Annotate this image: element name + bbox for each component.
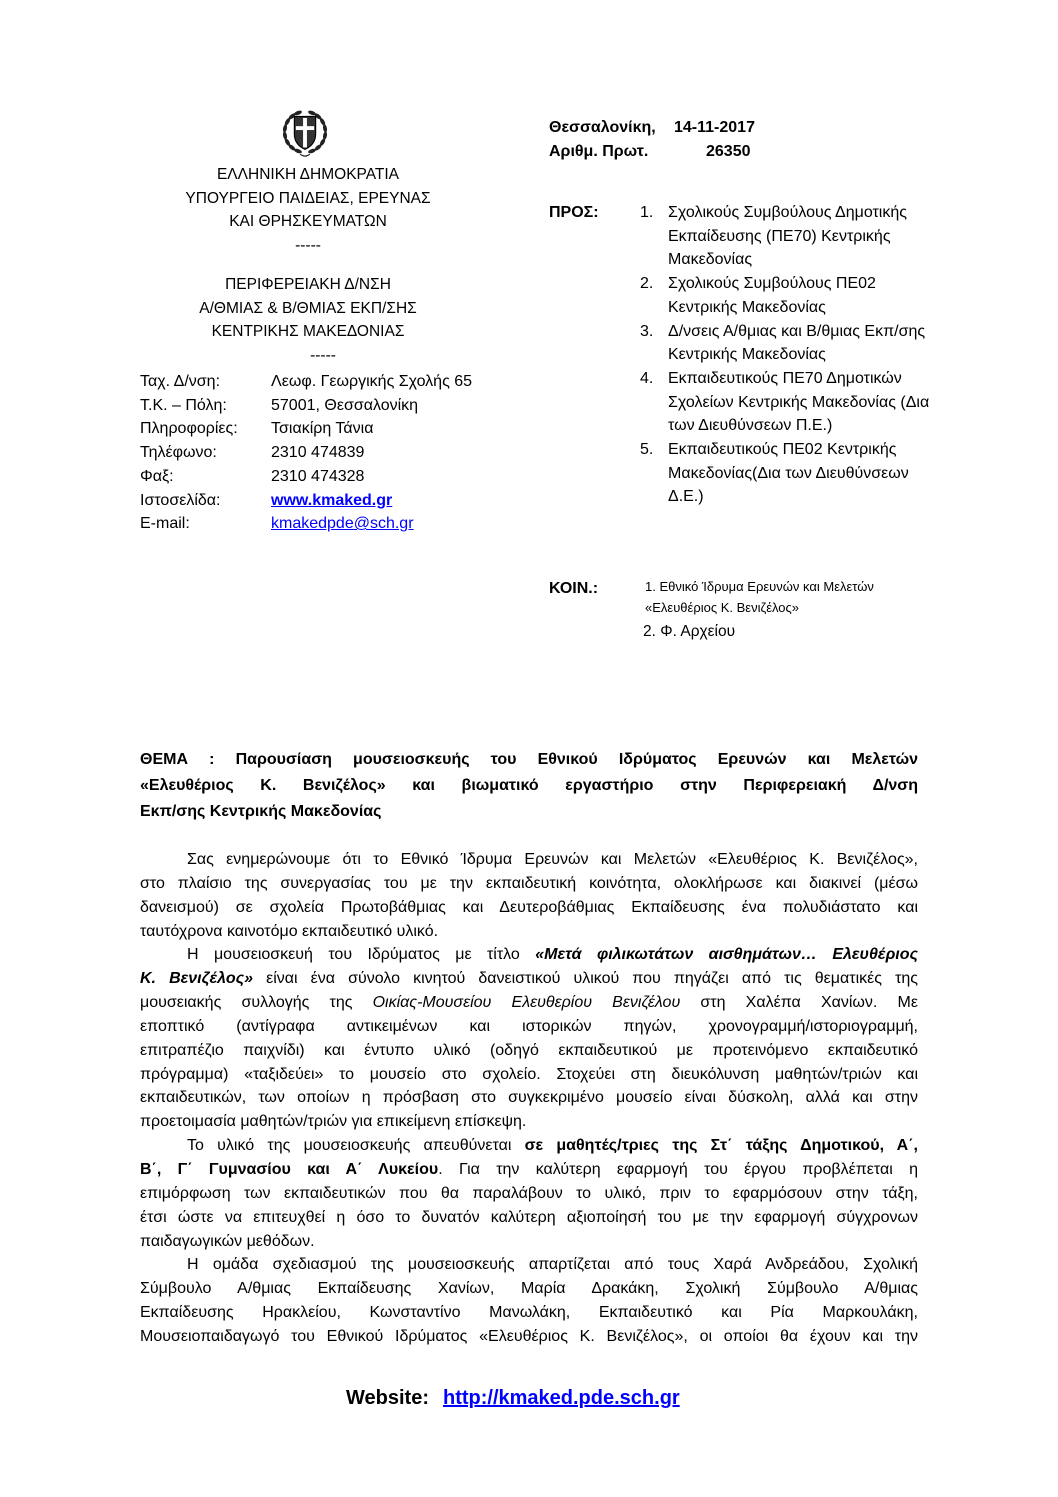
paragraph (140, 1253, 918, 1348)
country-name: ΕΛΛΗΝΙΚΗ ΔΗΜΟΚΡΑΤΙΑ (216, 166, 400, 183)
contact-row-website (140, 489, 472, 513)
contact-row-email (140, 512, 472, 536)
text-run: παιδαγωγικών μεθόδων. (140, 1232, 315, 1250)
recipient-line: Μακεδονίας (668, 251, 753, 269)
paragraph-line (140, 1182, 918, 1206)
paragraph-line (140, 967, 918, 991)
cc-item-line: «Ελευθέριος Κ. Βενιζέλος» (645, 600, 800, 615)
recipient-item (640, 201, 980, 272)
paragraph (140, 848, 918, 943)
text-run: πρόγραμμα) «ταξιδεύει» το μουσείο στο σχολείο. Στοχεύει στη διευκόλυνση μαθητών/τριών και (140, 1065, 918, 1083)
paragraph-line (140, 1253, 918, 1277)
paragraph-line (140, 991, 918, 1015)
separator-dashes: ----- (310, 347, 336, 365)
contact-value: 57001, Θεσσαλονίκη (271, 396, 419, 414)
paragraph-line (140, 943, 918, 967)
text-run: σε μαθητές/τριες της Στ΄ τάξης Δημοτικού, Α΄, (524, 1137, 918, 1155)
subject-line: ΘΕΜΑ : Παρουσίαση μουσειοσκευής του Εθνικού Ιδρύματος Ερευνών και Μελετών (140, 751, 918, 768)
subject-line: Εκπ/σης Κεντρικής Μακεδονίας (140, 803, 382, 820)
paragraph-line (140, 1086, 918, 1110)
recipients-label: ΠΡΟΣ: (549, 204, 599, 221)
recipient-number: 2. (640, 275, 654, 293)
paragraph-line (140, 920, 918, 944)
contact-label: Ιστοσελίδα: (140, 491, 221, 509)
recipient-line: Εκπαιδευτικούς ΠΕ70 Δημοτικών (668, 369, 902, 387)
protocol-label: Αριθμ. Πρωτ. (549, 143, 649, 160)
letter-body (140, 848, 918, 1349)
paragraph-line (140, 1110, 918, 1134)
text-run: Μουσειοπαιδαγωγό του Εθνικού Ιδρύματος «Ελευθέριος Κ. Βενιζέλος», οι οποίοι θα έχουν και την (140, 1327, 918, 1345)
recipient-number: 1. (640, 204, 654, 221)
text-run: ταυτόχρονα καινοτόμο εκπαιδευτικό υλικό. (140, 922, 439, 940)
directorate-name-line3: ΚΕΝΤΡΙΚΗΣ ΜΑΚΕΔΟΝΙΑΣ (211, 323, 405, 341)
recipient-line: Κεντρικής Μακεδονίας (668, 298, 826, 316)
text-run: Η ομάδα σχεδιασμού της μουσειοσκευής απαρτίζεται από τους Χαρά Ανδρεάδου, Σχολική (187, 1256, 918, 1274)
contact-row-information (140, 417, 472, 441)
contact-label: Ταχ. Δ/νση: (140, 373, 221, 390)
recipient-item (640, 438, 980, 509)
subject-line: «Ελευθέριος Κ. Βενιζέλος» και βιωματικό εργαστήριο στην Περιφερειακή Δ/νση (140, 777, 918, 794)
text-run: είναι ένα σύνολο κινητού δανειστικού υλικού που πηγάζει από τις θεματικές της (253, 970, 918, 988)
recipient-text (668, 272, 876, 319)
text-run: μουσειακής συλλογής της (140, 994, 373, 1012)
paragraph-line (140, 1301, 918, 1325)
contact-label: Πληροφορίες: (140, 420, 238, 438)
directorate-name-line2: Α/ΘΜΙΑΣ & Β/ΘΜΙΑΣ ΕΚΠ/ΣΗΣ (199, 299, 417, 317)
recipient-number: 5. (640, 441, 654, 459)
paragraph-line (140, 1015, 918, 1039)
text-run: Η μουσειοσκευή του Ιδρύματος με τίτλο (187, 946, 536, 964)
paragraph (140, 1134, 918, 1253)
text-run: εκπαιδευτικών, των οποίων η πρόσβαση στο συγκεκριμένο μουσείο είναι δύσκολη, αλλά και στην (140, 1089, 918, 1107)
paragraph-line (140, 872, 918, 896)
recipient-line: Εκπαιδευτικούς ΠΕ02 Κεντρικής (668, 441, 897, 459)
paragraph-line (140, 1134, 918, 1158)
contact-row-address (140, 370, 472, 394)
recipient-line: Κεντρικής Μακεδονίας (668, 346, 826, 364)
text-run: στη Χαλέπα Χανίων. Με (680, 994, 918, 1012)
footer-label: Website: (346, 1387, 429, 1409)
paragraph-line (140, 1063, 918, 1087)
subject-block (140, 747, 918, 825)
text-run: Σύμβουλο Α/θμιας Εκπαίδευσης Χανίων, Μαρία Δρακάκη, Σχολική Σύμβουλο Α/θμιας (140, 1280, 918, 1298)
text-run: δανεισμού) σε σχολεία Πρωτοβάθμιας και Δευτεροβάθμιας Εκπαίδευσης ένα πολυδιάστατο και (140, 898, 918, 916)
issuer-directorate-block (158, 273, 458, 368)
email-link[interactable]: kmakedpde@sch.gr (271, 515, 414, 533)
paragraph (140, 943, 918, 1134)
recipient-text (668, 320, 925, 367)
text-run: στο πλαίσιο της συνεργασίας του με την εκπαιδευτική κοινότητα, ολοκλήρωσε και διακινεί (μέσω (140, 874, 918, 892)
text-run: επιτραπέζιο παιχνίδι) και έντυπο υλικό (οδηγό εκπαιδευτικού με προτεινόμενο εκπαιδευτικό (140, 1041, 918, 1059)
paragraph-line (140, 1206, 918, 1230)
text-run: εποπτικό (αντίγραφα αντικειμένων και ιστορικών πηγών, χρονογραμμή/ιστοριογραμμή, (140, 1017, 918, 1035)
contact-label: Τηλέφωνο: (140, 444, 217, 462)
recipient-line: των Διευθύνσεων Π.Ε.) (668, 417, 833, 435)
paragraph-line (140, 1039, 918, 1063)
cc-item-1 (645, 576, 874, 618)
ministry-name-line2: ΚΑΙ ΘΡΗΣΚΕΥΜΑΤΩΝ (229, 213, 387, 231)
directorate-name-line1: ΠΕΡΙΦΕΡΕΙΑΚΗ Δ/ΝΣΗ (225, 276, 391, 293)
recipient-number: 3. (640, 322, 654, 340)
recipient-line: Μακεδονίας(Δια των Διευθύνσεων (668, 464, 909, 482)
contact-value: 2310 474328 (271, 467, 365, 485)
contact-value: Τσιακίρη Τάνια (271, 420, 374, 438)
contact-row-postcode-city (140, 394, 472, 418)
separator-dashes: ----- (295, 237, 321, 255)
text-run: Κ. Βενιζέλος» (140, 970, 254, 988)
document-date: 14-11-2017 (674, 119, 755, 136)
recipient-line: Εκπαίδευσης (ΠΕ70) Κεντρικής (668, 227, 891, 245)
contact-row-phone (140, 441, 472, 465)
contact-details (140, 370, 472, 536)
recipient-line: Σχολικούς Συμβούλους Δημοτικής (668, 204, 907, 221)
website-link[interactable]: www.kmaked.gr (271, 491, 393, 509)
place-label: Θεσσαλονίκη, (549, 119, 656, 136)
paragraph-line (140, 1325, 918, 1349)
text-run: Εκπαίδευσης Ηρακλείου, Κωνσταντίνο Μανωλάκη, Εκπαιδευτικό και Ρία Μαρκουλάκη, (140, 1304, 918, 1322)
text-run: «Μετά φιλικωτάτων αισθημάτων… Ελευθέριος (535, 946, 919, 964)
footer-website-link[interactable]: http://kmaked.pde.sch.gr (442, 1387, 680, 1409)
recipient-text (668, 201, 907, 272)
contact-row-fax (140, 465, 472, 489)
text-run: Οικίας-Μουσείου Ελευθερίου Βενιζέλου (372, 994, 681, 1012)
contact-value: Λεωφ. Γεωργικής Σχολής 65 (271, 373, 473, 390)
recipient-text (668, 438, 909, 509)
page-footer (346, 1385, 680, 1411)
recipient-item (640, 320, 980, 367)
recipient-line: Σχολείων Κεντρικής Μακεδονίας (Δια (668, 393, 930, 411)
recipient-number: 4. (640, 369, 654, 387)
text-run: επιμόρφωση των εκπαιδευτικών που θα παραλάβουν το υλικό, πριν το εφαρμόσουν στην τάξη, (140, 1184, 918, 1202)
text-run: προετοιμασία μαθητών/τριών για επικείμενη επίσκεψη. (140, 1113, 527, 1131)
recipients-list (640, 201, 980, 509)
contact-label: E-mail: (140, 515, 190, 533)
ministry-name-line1: ΥΠΟΥΡΓΕΙΟ ΠΑΙΔΕΙΑΣ, ΕΡΕΥΝΑΣ (185, 189, 431, 207)
paragraph-line (140, 896, 918, 920)
cc-label: ΚΟΙΝ.: (549, 580, 599, 597)
text-run: Σας ενημερώνουμε ότι το Εθνικό Ίδρυμα Ερευνών και Μελετών «Ελευθέριος Κ. Βενιζέλος», (187, 851, 918, 868)
recipient-line: Δ.Ε.) (668, 488, 704, 506)
issuer-ministry-block (158, 163, 458, 258)
cc-item-2: 2. Φ. Αρχείου (643, 623, 736, 640)
protocol-number: 26350 (706, 143, 751, 160)
recipient-line: Δ/νσεις Α/θμιας και Β/θμιας Εκπ/σης (668, 322, 926, 340)
cc-item-line: 1. Εθνικό Ίδρυμα Ερευνών και Μελετών (645, 579, 874, 594)
recipient-text (668, 367, 929, 438)
text-run: . Για την καλύτερη εφαρμογή του έργου προβλέπεται η (438, 1160, 919, 1178)
text-run: Το υλικό της μουσειοσκευής απευθύνεται (187, 1137, 525, 1155)
recipient-item (640, 367, 980, 438)
paragraph-line (140, 1230, 918, 1254)
text-run: Β΄, Γ΄ Γυμνασίου και Α΄ Λυκείου (140, 1160, 439, 1178)
recipient-item (640, 272, 980, 319)
hellenic-republic-emblem-icon (279, 102, 331, 160)
paragraph-line (140, 848, 918, 872)
text-run: έτσι ώστε να επιτευχθεί η όσο το δυνατόν καλύτερη αξιοποίησή του με την εφαρμογή σύγχρονων (140, 1208, 918, 1226)
contact-label: Φαξ: (140, 467, 174, 485)
paragraph-line (140, 1158, 918, 1182)
contact-value: 2310 474839 (271, 444, 365, 462)
contact-label: Τ.Κ. – Πόλη: (140, 396, 227, 414)
paragraph-line (140, 1277, 918, 1301)
recipient-line: Σχολικούς Συμβούλους ΠΕ02 (668, 275, 876, 293)
